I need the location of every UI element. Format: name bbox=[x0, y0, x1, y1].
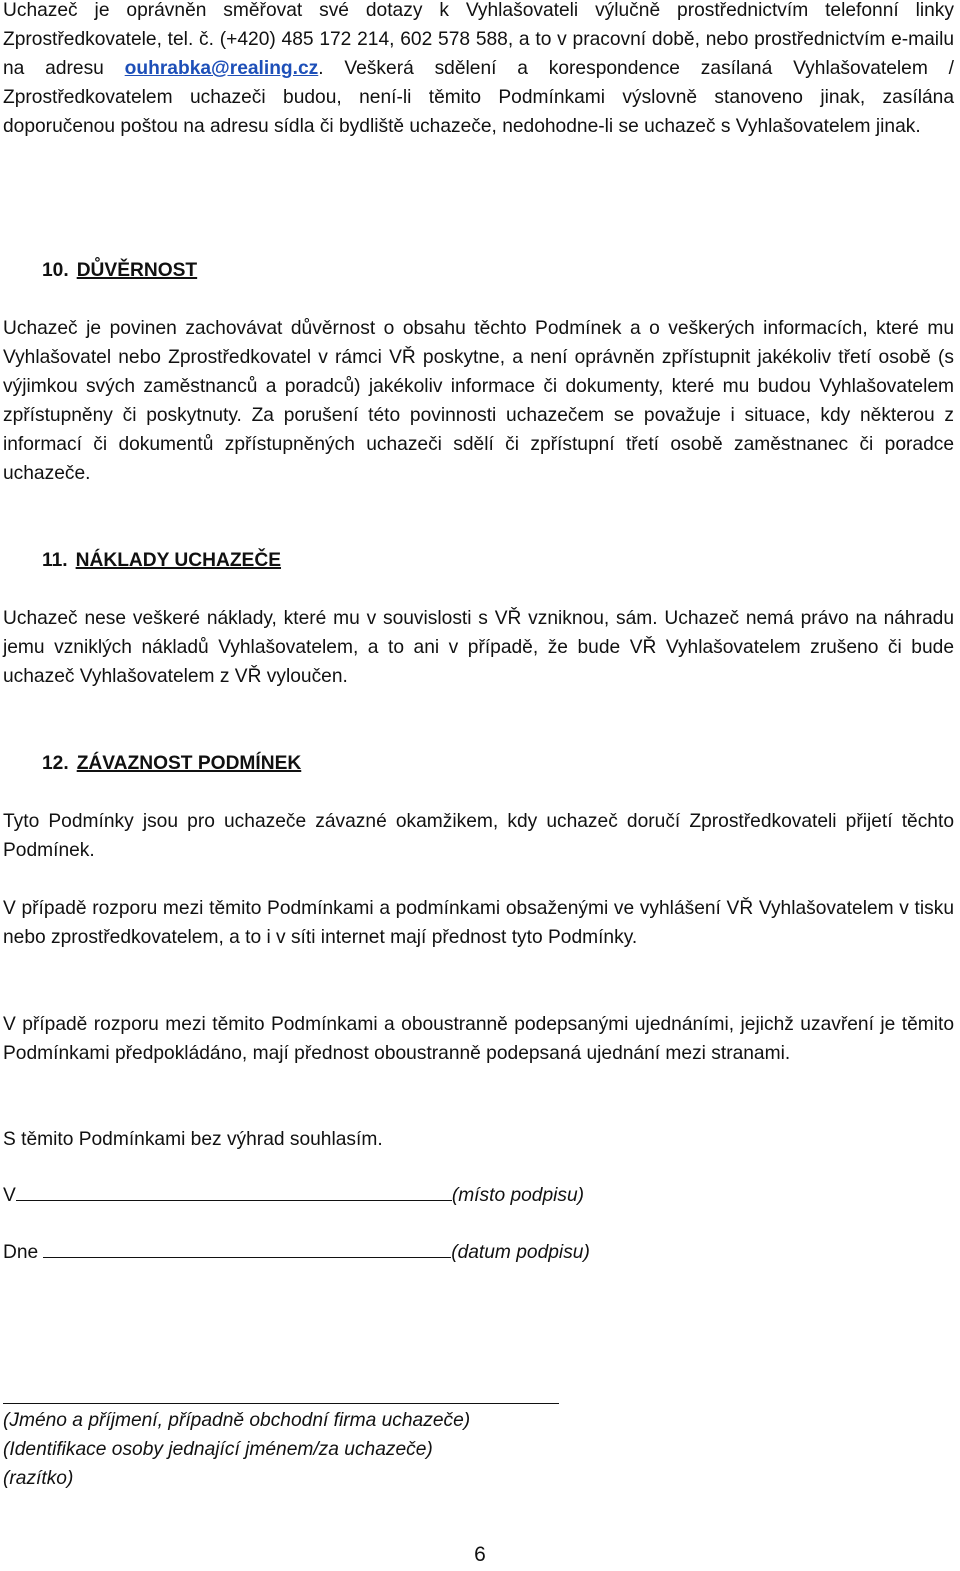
section-number: 12. bbox=[42, 753, 69, 774]
place-prefix: V bbox=[3, 1185, 16, 1206]
date-signature-line bbox=[3, 1238, 590, 1267]
section-12-paragraph-3: V případě rozporu mezi těmito Podmínkami a oboustranně podepsanými ujednáními, jejichž uzavření je těmito Podmínkami předpokládáno, mají přednost oboustranně podepsaná ujednání mezi stranami. bbox=[3, 1014, 954, 1064]
section-12-paragraph-2: V případě rozporu mezi těmito Podmínkami a podmínkami obsaženými ve vyhlášení VŘ Vyhlašovatelem v tisku nebo zprostředkovatelem, a to i v síti internet mají přednost tyto Podmínky. bbox=[3, 898, 954, 948]
section-12-paragraph-1: Tyto Podmínky jsou pro uchazeče závazné okamžikem, kdy uchazeč doručí Zprostředkovateli přijetí těchto Podmínek. bbox=[3, 811, 954, 861]
section-title: NÁKLADY UCHAZEČE bbox=[75, 550, 282, 571]
place-signature-line bbox=[3, 1181, 584, 1210]
section-number: 11. bbox=[42, 550, 68, 571]
date-blank-field bbox=[43, 1239, 451, 1258]
intro-text-after-email: . Veškerá sdělení a korespondence zasílaná Vyhlašovatelem / Zprostředkovatelem uchazeči budou, není-li těmito Podmínkami výslovně stanoveno jinak, zasílána doporučenou poštou na adresu sídla či bydliště uchazeče, nedohodne-li se uchazeč s Vyhlašovatelem jinak. bbox=[3, 58, 954, 137]
section-title: ZÁVAZNOST PODMÍNEK bbox=[76, 753, 302, 774]
intro-paragraph bbox=[3, 0, 954, 141]
signature-caption-identification: (Identifikace osoby jednající jménem/za uchazeče) bbox=[3, 1439, 433, 1460]
email-link[interactable]: ouhrabka@realing.cz bbox=[124, 58, 319, 79]
section-heading-12 bbox=[42, 749, 301, 778]
section-heading-11 bbox=[42, 546, 281, 575]
section-12-paragraph-4: S těmito Podmínkami bez výhrad souhlasím. bbox=[3, 1129, 383, 1150]
signature-caption-stamp: (razítko) bbox=[3, 1468, 74, 1489]
section-10-paragraph-1: Uchazeč je povinen zachovávat důvěrnost o obsahu těchto Podmínek a o veškerých informacích, které mu Vyhlašovatel nebo Zprostředkovatel v rámci VŘ poskytne, a není oprávněn zpřístupnit jakékoliv třetí osobě (s výjimkou svých zaměstnanců a poradců) jakékoliv informace či dokumenty, které mu budou Vyhlašovatelem zpřístupněny či poskytnuty. Za porušení této povinnosti uchazečem se považuje i situace, kdy některou z informací či dokumentů zpřístupněných uchazeči sdělí či zpřístupní třetí osobě zaměstnanec či poradce uchazeče. bbox=[3, 318, 954, 484]
date-prefix: Dne bbox=[3, 1242, 39, 1263]
signature-rule bbox=[3, 1403, 559, 1404]
place-blank-field bbox=[16, 1182, 452, 1201]
section-number: 10. bbox=[42, 260, 69, 281]
intro-text-before-email: Uchazeč je oprávněn směřovat své dotazy k Vyhlašovateli výlučně prostřednictvím telefonní linky Zprostředkovatele, tel. č. (+420) 485 172 214, 602 578 588, a to v pracovní době, nebo prostřednictvím e-mailu na adresu bbox=[3, 0, 954, 79]
section-heading-10 bbox=[42, 256, 197, 285]
place-hint: (místo podpisu) bbox=[451, 1185, 585, 1206]
page-number: 6 bbox=[474, 1543, 486, 1566]
signature-caption-name: (Jméno a příjmení, případně obchodní firma uchazeče) bbox=[3, 1410, 471, 1431]
section-title: DŮVĚRNOST bbox=[76, 260, 198, 281]
section-11-paragraph-1: Uchazeč nese veškeré náklady, které mu v souvislosti s VŘ vzniknou, sám. Uchazeč nemá právo na náhradu jemu vzniklých nákladů Vyhlašovatelem, a to ani v případě, že bude VŘ Vyhlašovatelem zrušeno či bude uchazeč Vyhlašovatelem z VŘ vyloučen. bbox=[3, 608, 954, 687]
date-hint: (datum podpisu) bbox=[451, 1242, 590, 1263]
